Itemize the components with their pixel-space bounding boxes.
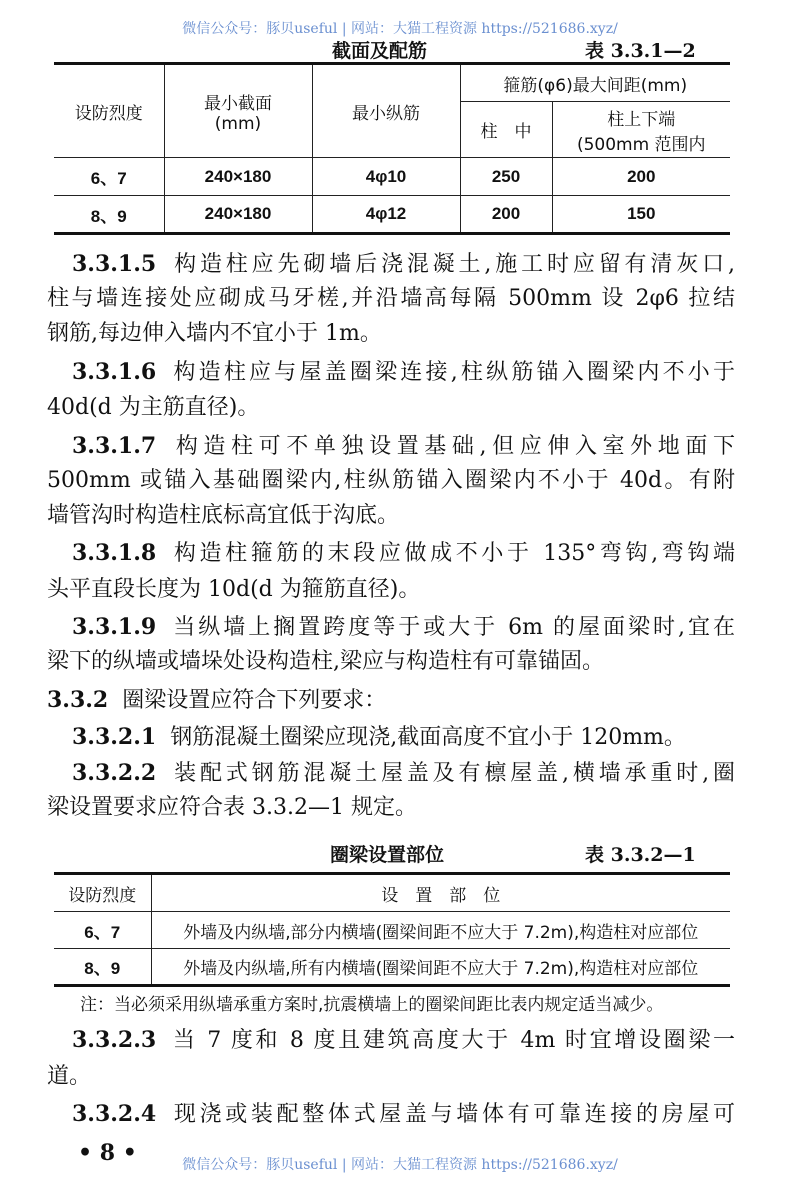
table-row <box>54 949 730 986</box>
text-line <box>72 612 735 643</box>
text-line <box>72 1025 735 1056</box>
clause-number: 3.3.2.2 <box>72 760 157 786</box>
clause-number: 3.3.2.4 <box>72 1101 157 1127</box>
text-line <box>47 647 735 677</box>
cell: 外墙及内纵墙,所有内横墙(圈梁间距不应大于 7.2m),构造柱对应部位 <box>151 949 730 986</box>
watermark-bottom: 微信公众号：豚贝useful | 网站：大猫工程资源 https://521686.xyz/ <box>182 1157 618 1173</box>
text-line <box>47 685 735 716</box>
clause-text: 当纵墙上搁置跨度等于或大于 6m 的屋面梁时,宜在 <box>170 615 735 640</box>
text-line <box>72 1099 735 1130</box>
clause-text: 梁设置要求应符合表 3.3.2—1 规定。 <box>47 795 417 820</box>
table-ring-beam-locations <box>54 872 730 987</box>
clause-number: 3.3.2 <box>47 687 109 713</box>
cell: 200 <box>460 196 552 234</box>
table2-number: 表 3.3.2—1 <box>585 844 696 866</box>
table-note: 注：当必须采用纵墙承重方案时,抗震横墙上的圈梁间距比表内规定适当减少。 <box>80 995 664 1015</box>
clause-number: 3.3.1.7 <box>72 433 157 459</box>
text-line <box>47 1062 735 1092</box>
clause-text: 梁下的纵墙或墙垛处设构造柱,梁应与构造柱有可靠锚固。 <box>47 649 604 674</box>
text-line <box>72 431 735 462</box>
text-line <box>72 357 735 388</box>
header-ends: 柱上下端 (500mm 范围内 <box>552 102 730 158</box>
clause-text: 钢筋混凝土圈梁应现浇,截面高度不宜小于 120mm。 <box>170 725 686 750</box>
cell: 4φ12 <box>312 196 460 234</box>
table-row <box>54 912 730 949</box>
header-stirrup: 箍筋(φ6)最大间距(mm) <box>460 64 730 102</box>
clause-text: 当 7 度和 8 度且建筑高度大于 4m 时宜增设圈梁一 <box>170 1028 735 1053</box>
text-line <box>72 249 735 280</box>
text-line <box>47 319 735 349</box>
clause-number: 3.3.1.8 <box>72 540 157 566</box>
watermark-top: 微信公众号：豚贝useful | 网站：大猫工程资源 https://521686.xyz/ <box>182 21 618 37</box>
clause-number: 3.3.1.9 <box>72 614 157 640</box>
table-row <box>54 196 730 234</box>
clause-text: 构造柱箍筋的末段应做成不小于 135°弯钩,弯钩端 <box>170 541 735 566</box>
cell: 250 <box>460 158 552 196</box>
clause-number: 3.3.1.5 <box>72 251 157 277</box>
cell: 240×180 <box>164 158 312 196</box>
cell: 150 <box>552 196 730 234</box>
clause-text: 500mm 或锚入基础圈梁内,柱纵筋锚入圈梁内不小于 40d。有附 <box>47 468 735 493</box>
clause-text: 墙管沟时构造柱底标高宜低于沟底。 <box>47 503 400 528</box>
clause-text: 道。 <box>47 1064 92 1089</box>
cell: 6、7 <box>54 158 164 196</box>
cell: 8、9 <box>54 196 164 234</box>
clause-text: 构造柱可不单独设置基础,但应伸入室外地面下 <box>170 434 735 459</box>
text-line <box>47 393 735 423</box>
header-location: 设 置 部 位 <box>151 874 730 912</box>
clause-text: 圈梁设置应符合下列要求： <box>122 688 387 713</box>
page-number: • 8 • <box>78 1140 137 1166</box>
header-intensity: 设防烈度 <box>54 874 151 912</box>
cell: 200 <box>552 158 730 196</box>
text-line <box>47 575 735 605</box>
clause-text: 钢筋,每边伸入墙内不宜小于 1m。 <box>47 321 382 346</box>
header-min-bar: 最小纵筋 <box>312 64 460 158</box>
clause-text: 40d(d 为主筋直径)。 <box>47 395 260 420</box>
text-line <box>47 501 735 531</box>
cell: 4φ10 <box>312 158 460 196</box>
table1-number: 表 3.3.1—2 <box>585 40 696 62</box>
table-section-reinforcement <box>54 62 730 235</box>
clause-text: 头平直段长度为 10d(d 为箍筋直径)。 <box>47 577 421 602</box>
clause-number: 3.3.2.3 <box>72 1027 157 1053</box>
clause-text: 柱与墙连接处应砌成马牙槎,并沿墙高每隔 500mm 设 2φ6 拉结 <box>47 286 735 311</box>
cell: 外墙及内纵墙,部分内横墙(圈梁间距不应大于 7.2m),构造柱对应部位 <box>151 912 730 949</box>
clause-text: 装配式钢筋混凝土屋盖及有檩屋盖,横墙承重时,圈 <box>170 761 735 786</box>
clause-number: 3.3.2.1 <box>72 724 157 750</box>
text-line <box>72 758 735 789</box>
header-min-section: 最小截面 (mm) <box>164 64 312 158</box>
cell: 6、7 <box>54 912 151 949</box>
text-line <box>47 284 735 314</box>
text-line <box>47 466 735 496</box>
clause-text: 构造柱应与屋盖圈梁连接,柱纵筋锚入圈梁内不小于 <box>170 360 735 385</box>
table-row <box>54 158 730 196</box>
clause-text: 构造柱应先砌墙后浇混凝土,施工时应留有清灰口, <box>170 252 735 277</box>
header-intensity: 设防烈度 <box>54 64 164 158</box>
cell: 8、9 <box>54 949 151 986</box>
cell: 240×180 <box>164 196 312 234</box>
table2-title: 圈梁设置部位 <box>330 844 445 866</box>
text-line <box>47 793 735 823</box>
text-line <box>72 722 735 753</box>
text-line <box>72 538 735 569</box>
table1-title: 截面及配筋 <box>332 40 428 62</box>
header-mid: 柱 中 <box>460 102 552 158</box>
clause-number: 3.3.1.6 <box>72 359 157 385</box>
clause-text: 现浇或装配整体式屋盖与墙体有可靠连接的房屋可 <box>170 1102 735 1127</box>
